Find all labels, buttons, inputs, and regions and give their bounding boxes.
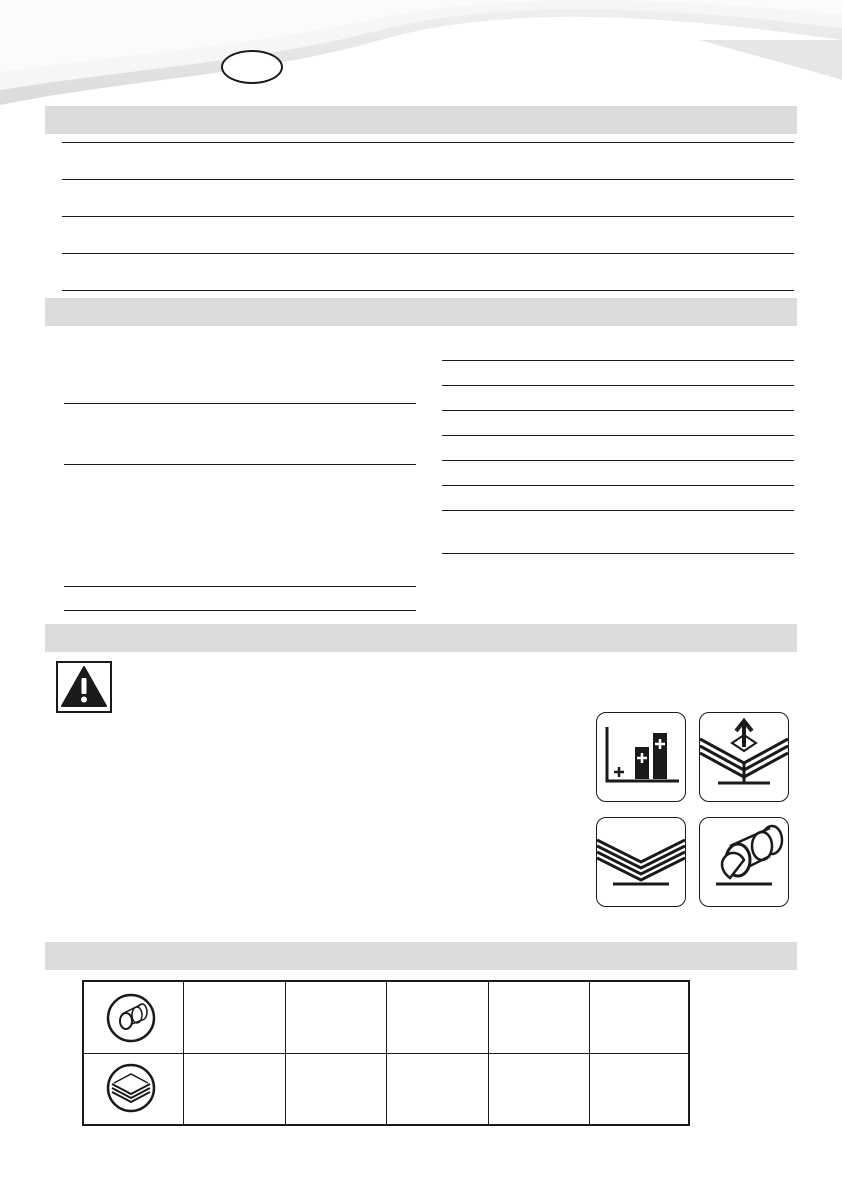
section-bar-4 <box>45 942 797 970</box>
roll-icon <box>699 817 789 907</box>
table-cell <box>590 982 688 1054</box>
text-rule <box>64 403 416 404</box>
paper-stack-icon <box>596 817 686 907</box>
section-bar-1 <box>45 106 797 134</box>
text-rule <box>64 464 416 465</box>
text-rule <box>62 216 794 217</box>
text-rule <box>442 385 794 386</box>
table-cell <box>184 982 286 1054</box>
text-rule <box>62 142 794 143</box>
header-wave <box>0 0 842 120</box>
text-rule <box>62 253 794 254</box>
text-rule <box>442 510 794 511</box>
table-row-icon-cell <box>84 1054 184 1124</box>
text-rule <box>62 179 794 180</box>
text-rule <box>64 610 416 611</box>
table-cell <box>590 1054 688 1124</box>
table-cell <box>489 1054 590 1124</box>
table-cell <box>184 1054 286 1124</box>
text-rule <box>64 586 416 587</box>
text-rule <box>442 410 794 411</box>
text-rule <box>62 290 794 291</box>
text-rule <box>442 360 794 361</box>
table-row-icon-cell <box>84 982 184 1054</box>
section-bar-2 <box>45 298 797 326</box>
paper-stack-icon <box>84 1054 182 1122</box>
table-cell <box>387 982 489 1054</box>
table-cell <box>489 982 590 1054</box>
warning-triangle-icon <box>58 663 110 711</box>
warning-box <box>56 661 112 713</box>
spec-table <box>82 980 690 1126</box>
bar-chart-plus-icon <box>596 712 686 802</box>
table-cell <box>387 1054 489 1124</box>
roll-icon <box>84 982 182 1052</box>
table-cell <box>286 982 387 1054</box>
text-rule <box>442 553 794 554</box>
text-rule <box>442 460 794 461</box>
language-badge <box>221 50 283 84</box>
text-rule <box>442 435 794 436</box>
text-rule <box>442 485 794 486</box>
section-bar-3 <box>45 624 797 652</box>
sheet-lift-icon <box>699 712 789 802</box>
table-cell <box>286 1054 387 1124</box>
